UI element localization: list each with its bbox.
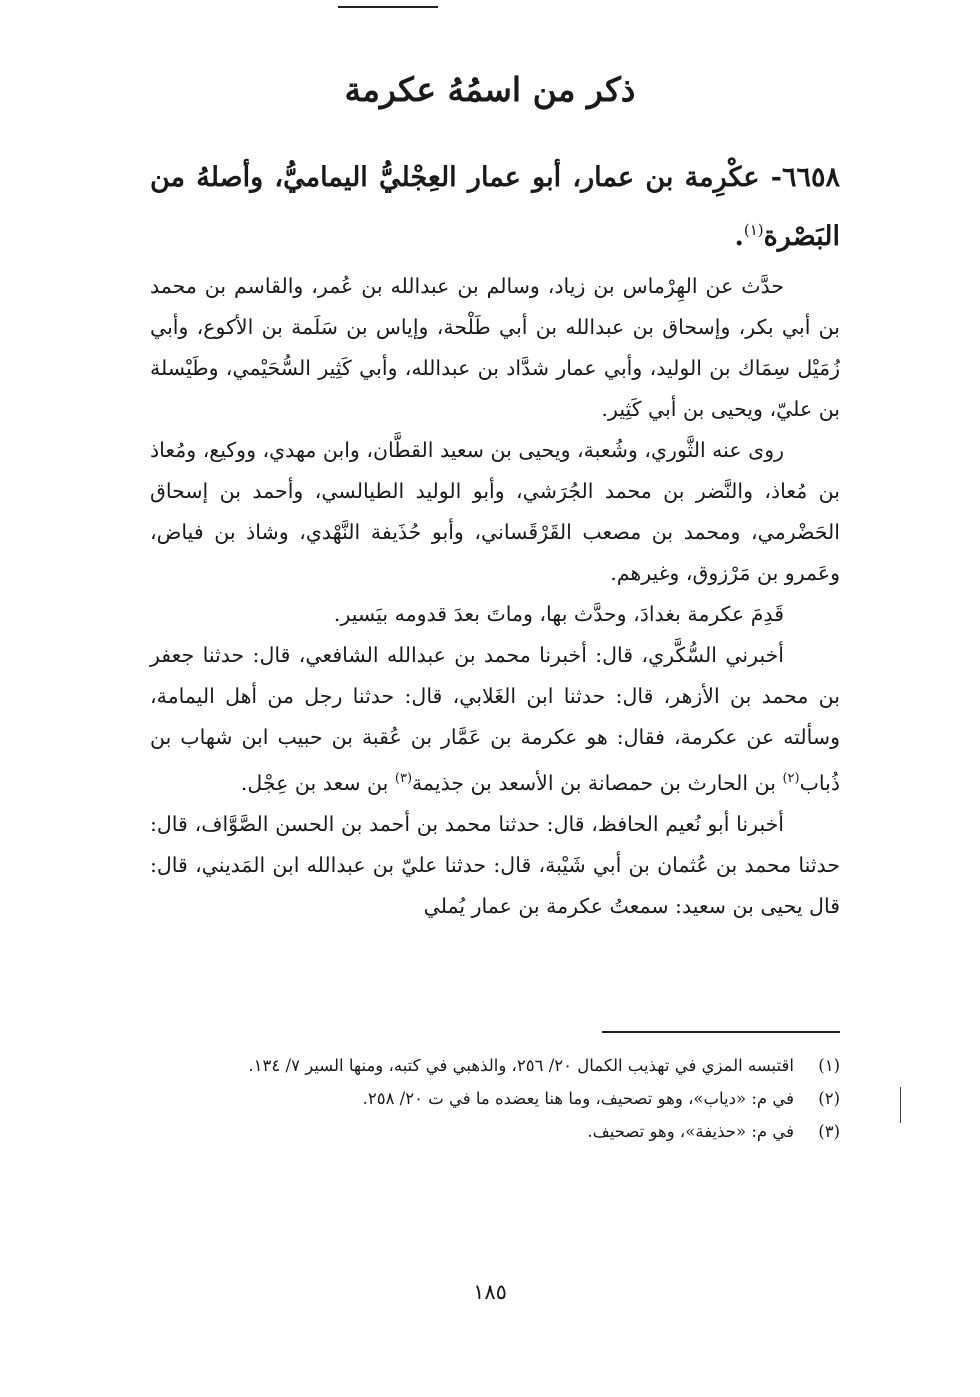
footnote <box>150 1115 840 1148</box>
footnote-text: اقتبسه المزي في تهذيب الكمال ٢٠/ ٢٥٦، والذهبي في كتبه، ومنها السير ٧/ ١٣٤. <box>248 1056 794 1075</box>
body-text <box>150 266 840 927</box>
footnote-rule <box>602 1031 840 1033</box>
top-rule <box>338 6 438 8</box>
footnote-marker: (١) <box>743 221 764 239</box>
footnote-marker: (٢) <box>782 771 800 786</box>
lineage-middle: بن الحارث بن حمصانة بن الأسعد بن جذيمة <box>412 770 783 795</box>
paragraph-chain: أخبرنا أبو نُعيم الحافظ، قال: حدثنا محمد بن أحمد بن الحسن الصَّوَّاف، قال: حدثنا محمد بن عُثمان بن أبي شَيْبة، قال: حدثنا عليّ بن عبدالله ابن المَديني، قال: قال يحيى بن سعيد: سمعتُ عكرمة بن عمار يُملي <box>150 811 840 918</box>
margin-mark <box>900 1087 901 1123</box>
paragraph-baghdad: قَدِمَ عكرمة بغدادَ، وحدَّث بها، وماتَ بعدَ قدومه بيَسير. <box>333 602 784 626</box>
footnote-text: في م: «حذيفة»، وهو تصحيف. <box>587 1122 794 1141</box>
lineage-tail: بن سعد بن عِجْل. <box>240 770 395 795</box>
footnotes <box>150 1049 840 1148</box>
footnote-marker: (٣) <box>394 771 413 786</box>
lineage-text: أخبرني السُّكَّري، قال: أخبرنا محمد بن عبدالله الشافعي، قال: حدثنا جعفر بن محمد بن الأزهر، قال: حدثنا ابن الغَلابي، قال: حدثنا رجل من أهل اليمامة، وسألته عن عكرمة، فقال: هو عكرمة بن عَمَّار بن عُقبة بن حبيب ابن شهاب بن ذُباب <box>150 643 840 795</box>
footnote-number: (١) <box>818 1056 840 1075</box>
paragraph-narrators: روى عنه الثَّوري، وشُعبة، ويحيى بن سعيد القطَّان، وابن مهدي، ووكيع، ومُعاذ بن مُعاذ، والنَّضر بن محمد الجُرَشي، وأبو الوليد الطيالسي، وأحمد بن إسحاق الحَضْرمي، ومحمد بن مصعب القَرْقَساني، وأبو حُذَيفة النَّهْدي، وشاذ بن فياض، وعَمرو بن مَرْزوق، وغيرهم. <box>150 438 840 585</box>
page-number: ١٨٥ <box>473 1280 507 1304</box>
footnote <box>150 1049 840 1082</box>
paragraph-lineage <box>150 635 840 804</box>
entry-heading <box>150 152 840 263</box>
footnote-number: (٢) <box>818 1089 840 1108</box>
entry-text: ٦٦٥٨- عكْرِمة بن عمار، أبو عمار العِجْليُّ اليماميُّ، وأصلهُ من البَصْرة <box>150 162 840 252</box>
section-heading: ذكر من اسمُهُ عكرمة <box>344 70 636 109</box>
footnote-number: (٣) <box>818 1122 840 1141</box>
footnote <box>150 1082 840 1115</box>
entry-end: . <box>734 221 744 252</box>
footnote-text: في م: «دياب»، وهو تصحيف، وما هنا يعضده ما في ت ٢٠/ ٢٥٨. <box>362 1089 794 1108</box>
paragraph-teachers: حدَّث عن الهِرْماس بن زياد، وسالم بن عبدالله بن عُمر، والقاسم بن محمد بن أبي بكر، وإسحاق بن عبدالله بن أبي طَلْحة، وإياس بن سَلَمة بن الأكوع، وأبي زُمَيْل سِمَاك بن الوليد، وأبي عمار شدَّاد بن عبدالله، وأبي كَثِير السُّحَيْمي، وطَيْسلة بن عليّ، ويحيى بن أبي كَثِير. <box>150 274 840 421</box>
